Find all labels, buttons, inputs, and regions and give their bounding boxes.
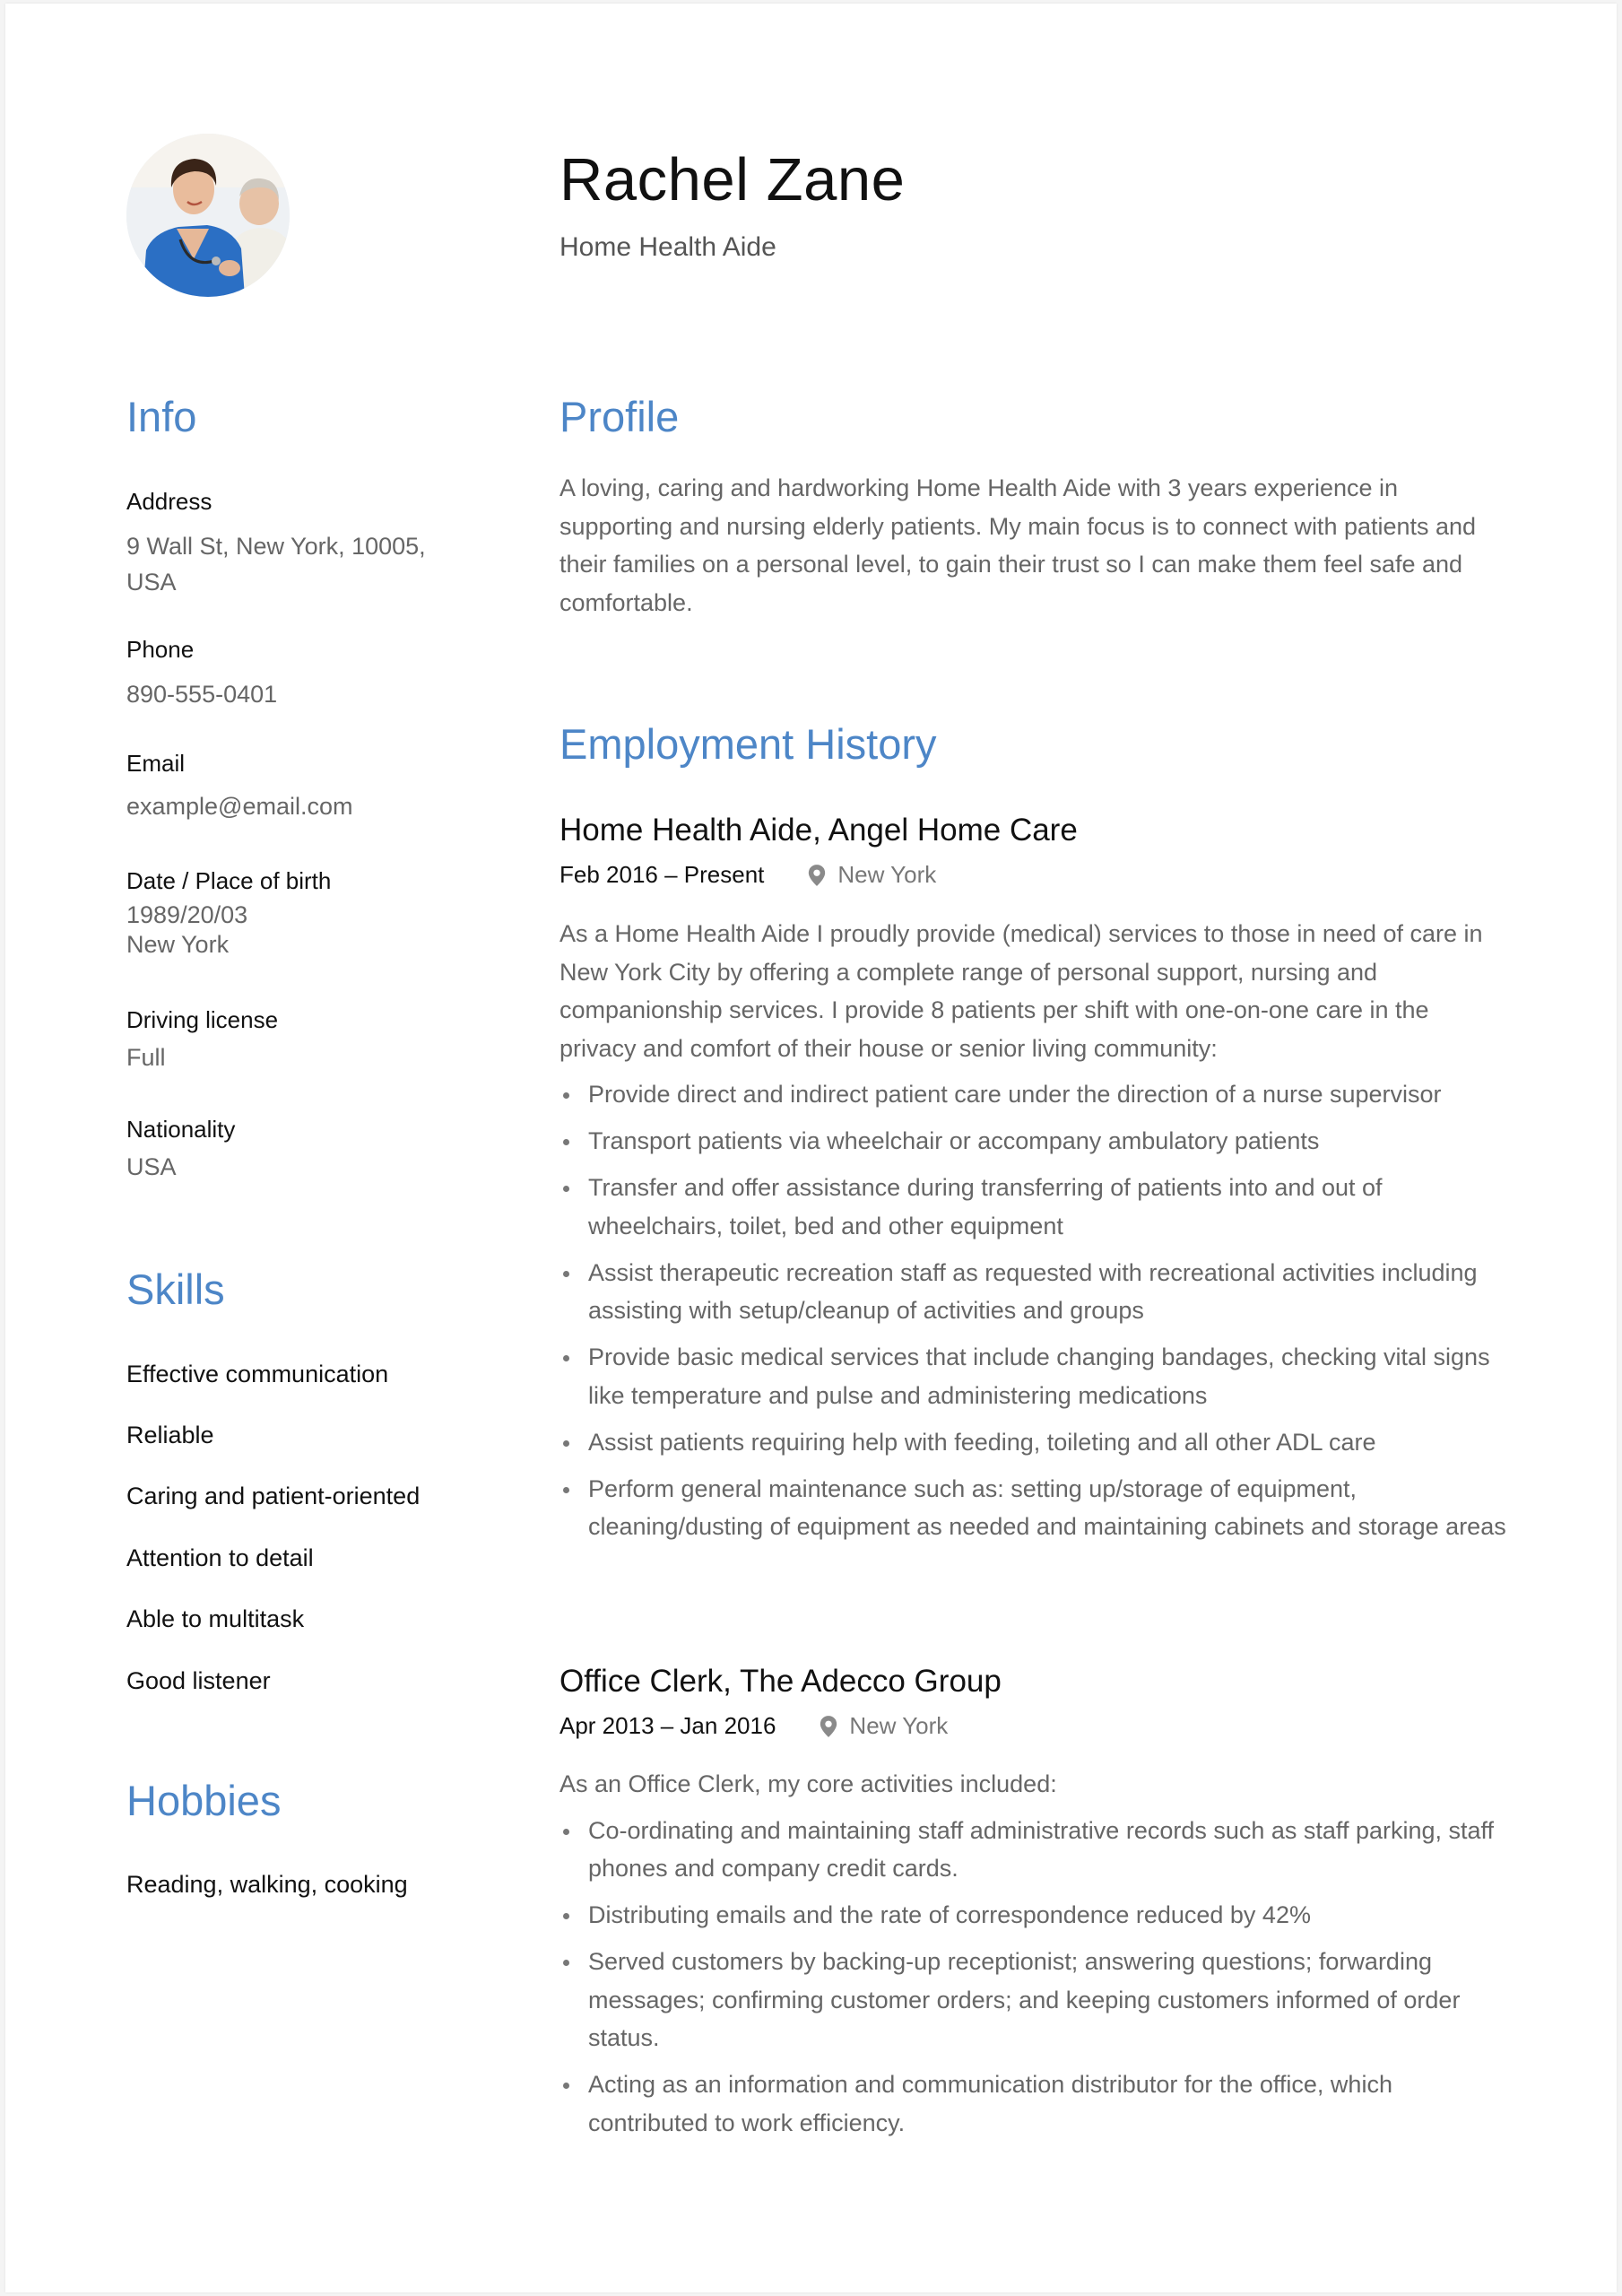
skill-item: Good listener: [126, 1667, 271, 1694]
job-entry: [559, 813, 1510, 1554]
job-dates: Feb 2016 – Present: [559, 861, 765, 888]
duty-item: Acting as an information and communication distributor for the office, which contributed to work efficiency.: [559, 2066, 1510, 2142]
duty-item: Distributing emails and the rate of correspondence reduced by 42%: [559, 1896, 1510, 1935]
job-location: [807, 861, 936, 889]
driving-license-label: Driving license: [126, 1006, 279, 1033]
job-description: As a Home Health Aide I proudly provide (medical) services to those in need of care in New York City by offering a complete range of personal support, nursing and companionship services. I provide 8 patients per shift with one-on-one care in the privacy and comfort of their house or senior living community:: [559, 920, 1483, 1062]
info-address: [126, 488, 485, 600]
job-description: As an Office Clerk, my core activities included:: [559, 1770, 1057, 1797]
profile-section: [559, 392, 1510, 622]
job-dates: Apr 2013 – Jan 2016: [559, 1712, 776, 1739]
hobbies-section: [126, 1776, 485, 1898]
skills-heading: Skills: [126, 1265, 225, 1313]
skill-item: Effective communication: [126, 1361, 389, 1387]
birth-date-value: 1989/20/03: [126, 901, 248, 928]
location-pin-icon: [819, 1715, 838, 1738]
skill-item: Caring and patient-oriented: [126, 1483, 421, 1509]
resume-page: [5, 4, 1617, 2292]
profile-photo: [126, 134, 290, 297]
job-title: Office Clerk, The Adecco Group: [559, 1664, 1002, 1699]
job-title: Home Health Aide, Angel Home Care: [559, 813, 1078, 848]
info-section: [126, 392, 485, 441]
phone-label: Phone: [126, 636, 195, 663]
profile-heading: Profile: [559, 393, 680, 440]
duty-item: Perform general maintenance such as: setting up/storage of equipment, cleaning/dusting of equipment as needed and maintaining cabinets and storage areas: [559, 1470, 1510, 1546]
duty-item: Provide direct and indirect patient care under the direction of a nurse supervisor: [559, 1075, 1510, 1114]
employment-section: [559, 719, 1510, 769]
candidate-title: Home Health Aide: [559, 232, 776, 262]
email-label: Email: [126, 750, 186, 777]
job-location-text: New York: [849, 1712, 949, 1739]
info-heading: Info: [126, 393, 197, 440]
nationality-label: Nationality: [126, 1116, 236, 1143]
job-duties-list: [559, 1812, 1510, 2143]
skill-item: Reliable: [126, 1422, 214, 1448]
profile-text: A loving, caring and hardworking Home Health Aide with 3 years experience in supporting and nursing elderly patients. My main focus is to connect with patients and their families on a personal level, to gain their trust so I can make them feel safe and comfortable.: [559, 474, 1477, 616]
candidate-name: Rachel Zane: [559, 146, 906, 213]
duty-item: Co-ordinating and maintaining staff administrative records such as staff parking, staff phones and company credit cards.: [559, 1812, 1510, 1888]
email-value: example@email.com: [126, 793, 353, 820]
job-location-text: New York: [837, 861, 937, 888]
info-driving-license: [126, 1006, 485, 1075]
nurse-and-patient-photo-icon: [126, 134, 290, 297]
info-phone: [126, 636, 485, 712]
info-email: [126, 750, 485, 824]
employment-heading: Employment History: [559, 720, 937, 768]
address-label: Address: [126, 488, 213, 515]
duty-item: Assist therapeutic recreation staff as requested with recreational activities including assisting with setup/cleanup of activities and groups: [559, 1254, 1510, 1330]
phone-value: 890-555-0401: [126, 681, 278, 708]
job-location: [819, 1712, 948, 1740]
location-pin-icon: [807, 864, 827, 887]
hobbies-heading: Hobbies: [126, 1777, 282, 1824]
job-meta: [559, 1712, 1510, 1740]
job-duties-list: [559, 1075, 1510, 1546]
duty-item: Assist patients requiring help with feeding, toileting and all other ADL care: [559, 1423, 1510, 1462]
birth-place-value: New York: [126, 931, 230, 958]
info-nationality: [126, 1116, 485, 1185]
hobbies-value: Reading, walking, cooking: [126, 1871, 408, 1898]
skill-item: Able to multitask: [126, 1605, 305, 1632]
duty-item: Provide basic medical services that include changing bandages, checking vital signs like temperature and pulse and administering medications: [559, 1338, 1510, 1414]
duty-item: Transfer and offer assistance during transferring of patients into and out of wheelchairs, toilet, bed and other equipment: [559, 1169, 1510, 1245]
driving-license-value: Full: [126, 1044, 166, 1071]
skill-item: Attention to detail: [126, 1544, 314, 1571]
job-meta: [559, 861, 1510, 889]
nationality-value: USA: [126, 1153, 177, 1180]
info-birth: [126, 867, 485, 960]
skills-section: [126, 1265, 485, 1694]
job-entry: [559, 1664, 1510, 2151]
birth-label: Date / Place of birth: [126, 867, 332, 894]
duty-item: Transport patients via wheelchair or accompany ambulatory patients: [559, 1122, 1510, 1161]
address-value: 9 Wall St, New York, 10005, USA: [126, 533, 426, 596]
duty-item: Served customers by backing-up receptionist; answering questions; forwarding messages; confirming customer orders; and keeping customers informed of order status.: [559, 1943, 1510, 2057]
